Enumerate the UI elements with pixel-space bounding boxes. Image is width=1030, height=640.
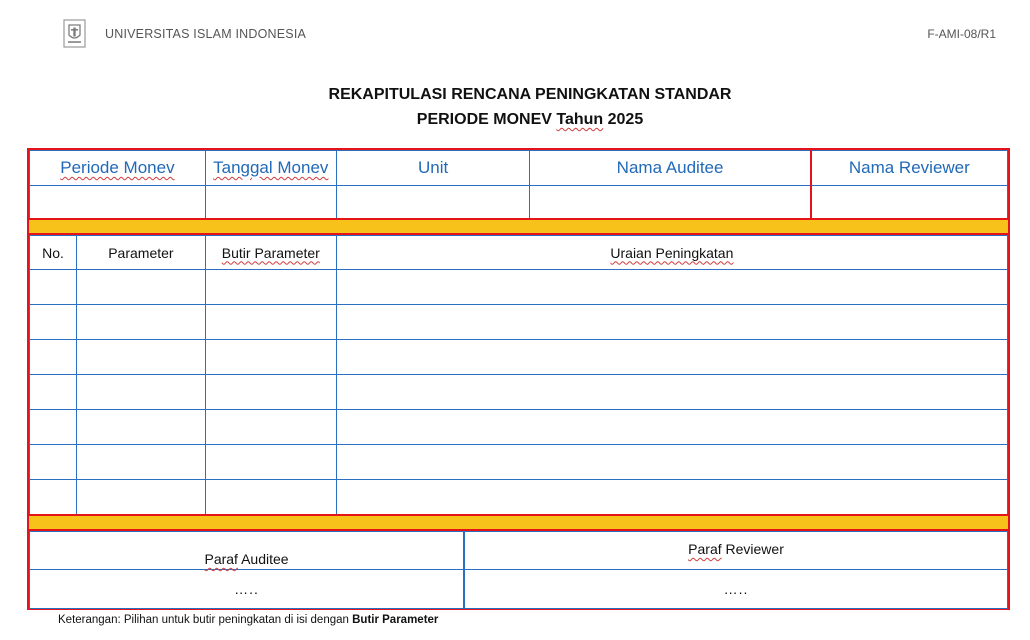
improvement-table <box>29 235 1008 515</box>
info-input-row <box>30 186 1008 219</box>
header-uraian-peningkatan: Uraian Peningkatan <box>336 236 1007 270</box>
header-no: No. <box>30 236 77 270</box>
cell-parameter[interactable] <box>76 445 205 480</box>
info-table <box>29 150 1008 219</box>
header-periode-monev: Periode Monev <box>30 151 206 186</box>
subtitle-word: Tahun <box>556 111 604 128</box>
table-row <box>30 340 1008 375</box>
cell-parameter[interactable] <box>76 410 205 445</box>
table-row <box>30 270 1008 305</box>
table-row <box>30 375 1008 410</box>
footnote <box>58 614 438 626</box>
cell-parameter[interactable] <box>76 305 205 340</box>
paraf-word: Paraf <box>688 541 722 557</box>
header-unit: Unit <box>336 151 530 186</box>
input-unit[interactable] <box>336 186 530 219</box>
cell-parameter[interactable] <box>76 340 205 375</box>
table-row <box>30 445 1008 480</box>
cell-uraian[interactable] <box>336 445 1007 480</box>
form-code: F-AMI-08/R1 <box>927 27 996 41</box>
paraf-auditee-field[interactable]: ….. <box>30 570 465 609</box>
auditee-word: Auditee <box>237 551 289 567</box>
signature-value-row <box>30 570 1008 609</box>
cell-uraian[interactable] <box>336 410 1007 445</box>
paraf-reviewer-field[interactable]: ….. <box>464 570 1007 609</box>
section-divider-band <box>29 514 1008 531</box>
table-row <box>30 305 1008 340</box>
cell-butir-parameter[interactable] <box>205 270 336 305</box>
cell-butir-parameter[interactable] <box>205 480 336 515</box>
cell-uraian[interactable] <box>336 270 1007 305</box>
signature-table <box>29 531 1008 609</box>
reviewer-word: Reviewer <box>721 541 784 557</box>
header-nama-auditee: Nama Auditee <box>530 151 811 186</box>
cell-butir-parameter[interactable] <box>205 340 336 375</box>
cell-no[interactable] <box>30 375 77 410</box>
form-title: REKAPITULASI RENCANA PENINGKATAN STANDAR <box>328 86 732 103</box>
cell-butir-parameter[interactable] <box>205 305 336 340</box>
cell-no[interactable] <box>30 340 77 375</box>
header-tanggal-monev: Tanggal Monev <box>205 151 336 186</box>
table-row <box>30 410 1008 445</box>
input-nama-auditee[interactable] <box>530 186 811 219</box>
paraf-word: Paraf <box>204 551 238 567</box>
paraf-reviewer-label <box>464 532 1007 570</box>
cell-butir-parameter[interactable] <box>205 410 336 445</box>
input-tanggal-monev[interactable] <box>205 186 336 219</box>
cell-parameter[interactable] <box>76 480 205 515</box>
header-parameter: Parameter <box>76 236 205 270</box>
cell-butir-parameter[interactable] <box>205 375 336 410</box>
footnote-text: Keterangan: Pilihan untuk butir peningkatan di isi dengan <box>58 614 353 626</box>
cell-butir-parameter[interactable] <box>205 445 336 480</box>
section-divider-band <box>29 218 1008 235</box>
subtitle-year: 2025 <box>603 111 644 128</box>
footnote-bold: Butir Parameter <box>352 614 439 626</box>
input-nama-reviewer[interactable] <box>811 186 1008 219</box>
improvement-header-row <box>30 236 1008 270</box>
paraf-auditee-label <box>30 532 465 570</box>
cell-no[interactable] <box>30 270 77 305</box>
form-subtitle <box>0 111 1030 129</box>
cell-parameter[interactable] <box>76 270 205 305</box>
cell-uraian[interactable] <box>336 305 1007 340</box>
signature-label-row <box>30 532 1008 570</box>
cell-uraian[interactable] <box>336 340 1007 375</box>
form-frame <box>27 148 1010 610</box>
cell-no[interactable] <box>30 410 77 445</box>
cell-no[interactable] <box>30 480 77 515</box>
cell-parameter[interactable] <box>76 375 205 410</box>
info-header-row <box>30 151 1008 186</box>
input-periode-monev[interactable] <box>30 186 206 219</box>
cell-uraian[interactable] <box>336 480 1007 515</box>
subtitle-prefix: PERIODE MONEV <box>416 111 557 128</box>
cell-no[interactable] <box>30 305 77 340</box>
university-logo-icon <box>63 19 86 48</box>
header-nama-reviewer: Nama Reviewer <box>811 151 1008 186</box>
cell-uraian[interactable] <box>336 375 1007 410</box>
cell-no[interactable] <box>30 445 77 480</box>
university-name: UNIVERSITAS ISLAM INDONESIA <box>105 27 307 41</box>
table-row <box>30 480 1008 515</box>
header-butir-parameter: Butir Parameter <box>205 236 336 270</box>
